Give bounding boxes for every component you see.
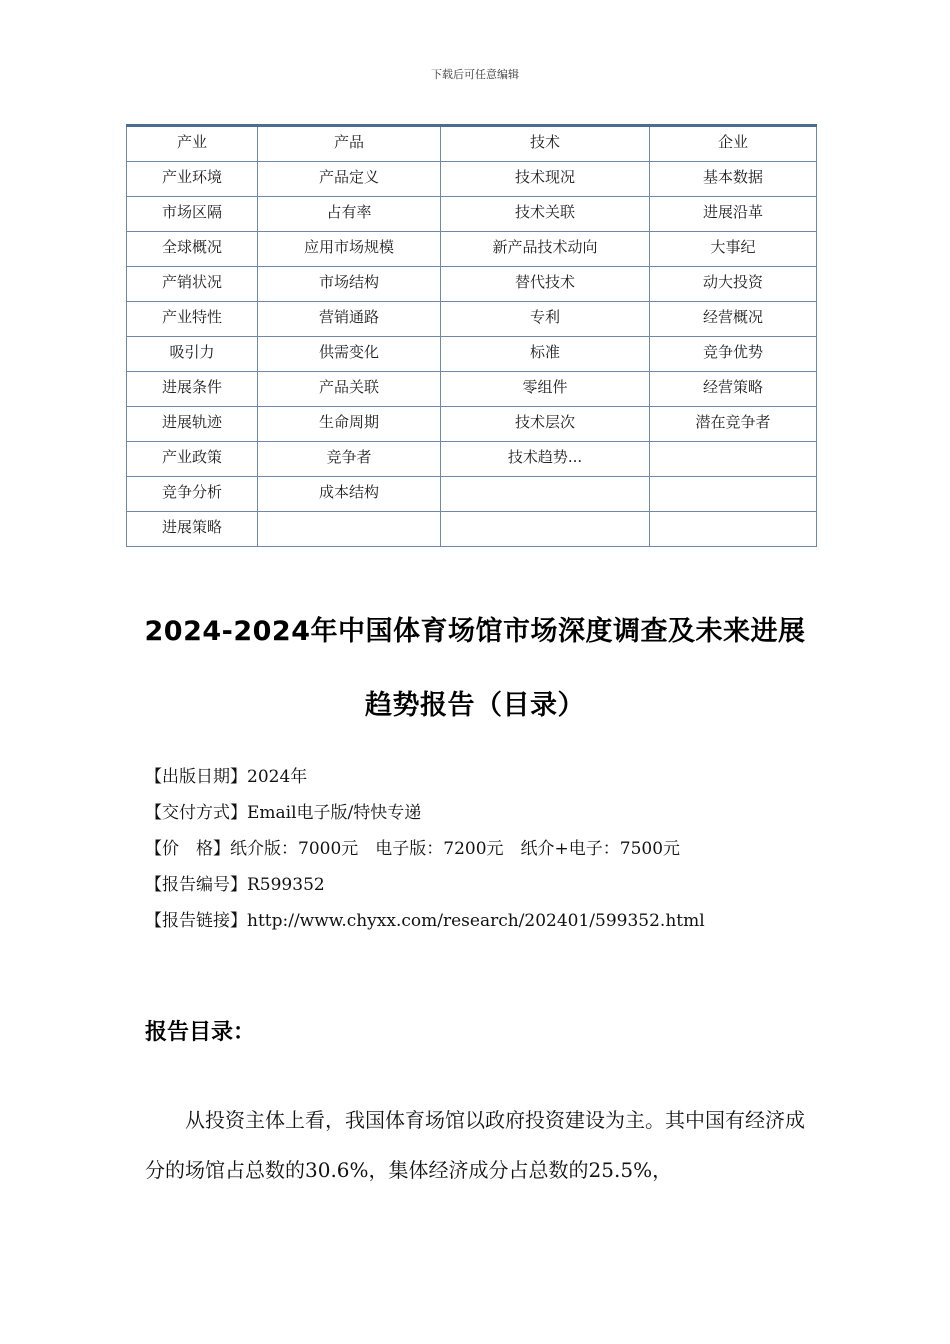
- table-header-cell: 产品: [258, 126, 441, 162]
- table-row: [127, 442, 817, 477]
- table-cell: 大事纪: [650, 232, 817, 267]
- table-cell: 潜在竞争者: [650, 407, 817, 442]
- table-row: [127, 197, 817, 232]
- table-cell: 生命周期: [258, 407, 441, 442]
- table-cell: 新产品技术动向: [441, 232, 650, 267]
- table-cell: 成本结构: [258, 477, 441, 512]
- meta-price: 【价 格】纸介版：7000元 电子版：7200元 纸介+电子：7500元: [145, 839, 681, 859]
- table-header-row: [127, 126, 817, 162]
- table-row: [127, 337, 817, 372]
- table-cell: 产品定义: [258, 162, 441, 197]
- table-cell: 应用市场规模: [258, 232, 441, 267]
- table-cell: [650, 442, 817, 477]
- header-note: 下载后可任意编辑: [431, 68, 519, 81]
- table-cell: 技术层次: [441, 407, 650, 442]
- table-header-cell: 技术: [441, 126, 650, 162]
- matrix-body: [127, 126, 817, 547]
- table-row: [127, 477, 817, 512]
- table-cell: 市场结构: [258, 267, 441, 302]
- table-cell: 经营概况: [650, 302, 817, 337]
- table-cell: [650, 477, 817, 512]
- meta-code: 【报告编号】R599352: [145, 875, 325, 895]
- table-cell: [441, 477, 650, 512]
- table-cell: 进展沿革: [650, 197, 817, 232]
- table-cell: 竞争分析: [127, 477, 258, 512]
- table-cell: 经营策略: [650, 372, 817, 407]
- table-cell: 进展轨迹: [127, 407, 258, 442]
- table-cell: 零组件: [441, 372, 650, 407]
- table-row: [127, 372, 817, 407]
- table-row: [127, 162, 817, 197]
- table-row: [127, 302, 817, 337]
- table-cell: 占有率: [258, 197, 441, 232]
- table-cell: 技术现况: [441, 162, 650, 197]
- meta-date: 【出版日期】2024年: [145, 767, 308, 787]
- table-cell: 进展策略: [127, 512, 258, 547]
- table-cell: 供需变化: [258, 337, 441, 372]
- table-row: [127, 267, 817, 302]
- report-title-line-1: 2024-2024年中国体育场馆市场深度调查及未来进展: [144, 616, 806, 647]
- table-cell: 基本数据: [650, 162, 817, 197]
- industry-matrix-table: [126, 124, 817, 547]
- table-cell: 专利: [441, 302, 650, 337]
- table-cell: 竞争者: [258, 442, 441, 477]
- table-cell: 产品关联: [258, 372, 441, 407]
- table-cell: 标准: [441, 337, 650, 372]
- table-cell: 产业特性: [127, 302, 258, 337]
- table-cell: 市场区隔: [127, 197, 258, 232]
- table-cell: 替代技术: [441, 267, 650, 302]
- table-header-cell: 企业: [650, 126, 817, 162]
- table-cell: 产业环境: [127, 162, 258, 197]
- table-cell: [441, 512, 650, 547]
- meta-delivery: 【交付方式】Email电子版/特快专递: [145, 803, 422, 823]
- table-cell: 营销通路: [258, 302, 441, 337]
- report-title-line-2: 趋势报告（目录）: [365, 690, 585, 721]
- toc-heading: 报告目录：: [145, 1020, 256, 1045]
- table-row: [127, 512, 817, 547]
- table-cell: 动大投资: [650, 267, 817, 302]
- table-cell: 吸引力: [127, 337, 258, 372]
- table-cell: 产销状况: [127, 267, 258, 302]
- report-meta: [145, 765, 845, 945]
- table-cell: 竞争优势: [650, 337, 817, 372]
- table-row: [127, 232, 817, 267]
- meta-link[interactable]: 【报告链接】http://www.chyxx.com/research/202401/599352.html: [145, 911, 705, 931]
- table-cell: 产业政策: [127, 442, 258, 477]
- table-row: [127, 407, 817, 442]
- table-cell: [258, 512, 441, 547]
- table-cell: [650, 512, 817, 547]
- table-cell: 全球概况: [127, 232, 258, 267]
- body-paragraph: 从投资主体上看，我国体育场馆以政府投资建设为主。其中国有经济成分的场馆占总数的30.6%，集体经济成分占总数的25.5%，: [145, 1108, 805, 1182]
- table-cell: 技术关联: [441, 197, 650, 232]
- table-header-cell: 产业: [127, 126, 258, 162]
- table-cell: 进展条件: [127, 372, 258, 407]
- table-cell: 技术趋势...: [441, 442, 650, 477]
